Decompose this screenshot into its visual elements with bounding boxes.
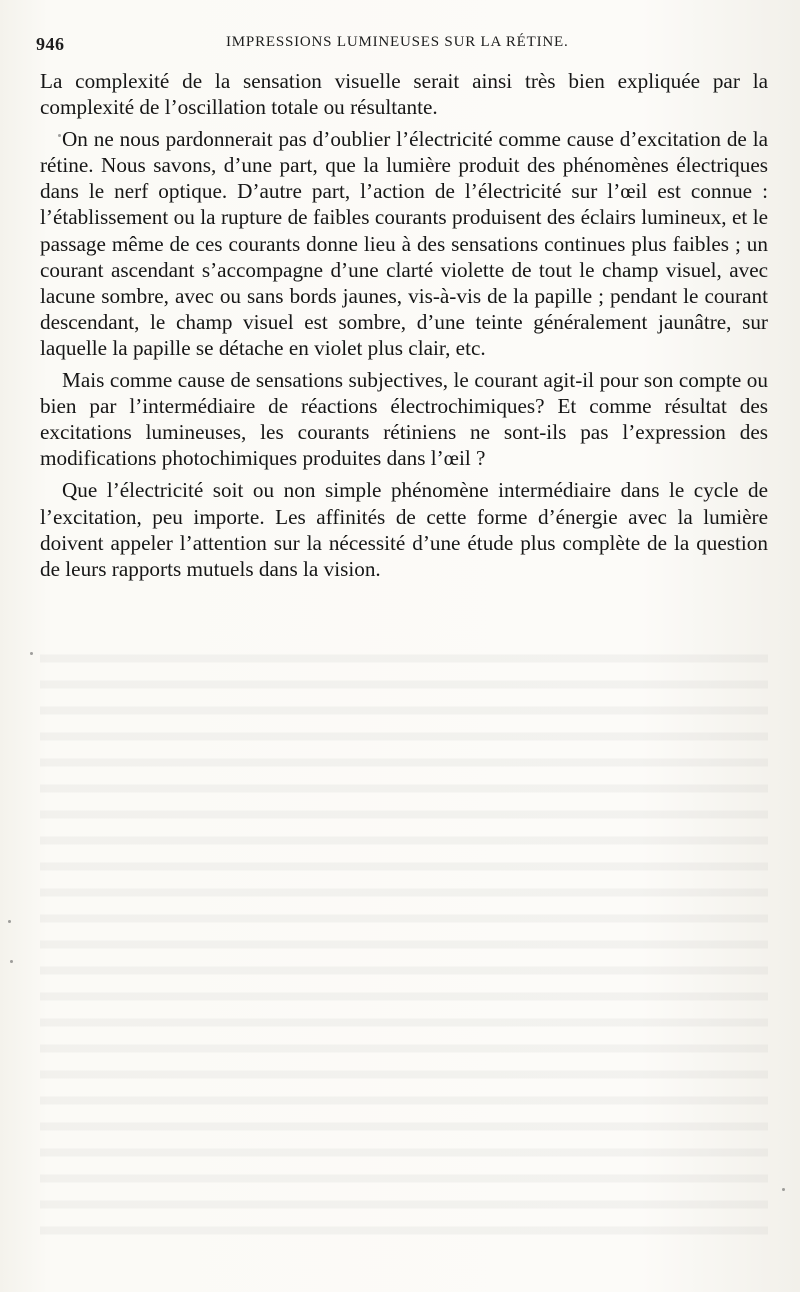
page-header — [36, 30, 764, 56]
running-title: IMPRESSIONS LUMINEUSES SUR LA RÉTINE. — [226, 34, 569, 50]
show-through-text — [40, 640, 768, 1250]
ink-speck — [10, 960, 13, 963]
body-text — [40, 68, 768, 588]
page-number: 946 — [36, 34, 65, 54]
ink-speck — [782, 1188, 785, 1191]
paragraph: Que l’électricité soit ou non simple phénomène intermédiaire dans le cycle de l’excitation, peu importe. Les affinités de cette forme d’énergie avec la lumière doivent appeler l’attention sur la nécessité d’une étude plus complète de la question de leurs rapports mutuels dans la vision. — [40, 478, 768, 581]
paragraph: Mais comme cause de sensations subjectives, le courant agit-il pour son compte ou bien par l’intermédiaire de réactions électrochimiques? Et comme résultat des excitations lumineuses, les courants rétiniens ne sont-ils pas l’expression des modifications photochimiques produites dans l’œil ? — [40, 368, 768, 471]
ink-speck — [58, 134, 61, 137]
paragraph: La complexité de la sensation visuelle serait ainsi très bien expliquée par la complexité de l’oscillation totale ou résultante. — [40, 69, 768, 120]
paragraph: On ne nous pardonnerait pas d’oublier l’électricité comme cause d’excitation de la rétine. Nous savons, d’une part, que la lumière produit des phénomènes électriques dans le nerf optique. D’autre part, l’action de l’électricité sur l’œil est connue : l’établissement ou la rupture de faibles courants produisent des éclairs lumineux, et le passage même de ces courants donne lieu à des sensations continues plus faibles ; un courant ascendant s’accompagne d’une clarté violette de tout le champ visuel, avec lacune sombre, avec ou sans bords jaunes, vis-à-vis de la papille ; pendant le courant descendant, le champ visuel est sombre, d’une teinte généralement jaunâtre, sur laquelle la papille se détache en violet plus clair, etc. — [40, 127, 768, 360]
ink-speck — [30, 652, 33, 655]
ink-speck — [8, 920, 11, 923]
